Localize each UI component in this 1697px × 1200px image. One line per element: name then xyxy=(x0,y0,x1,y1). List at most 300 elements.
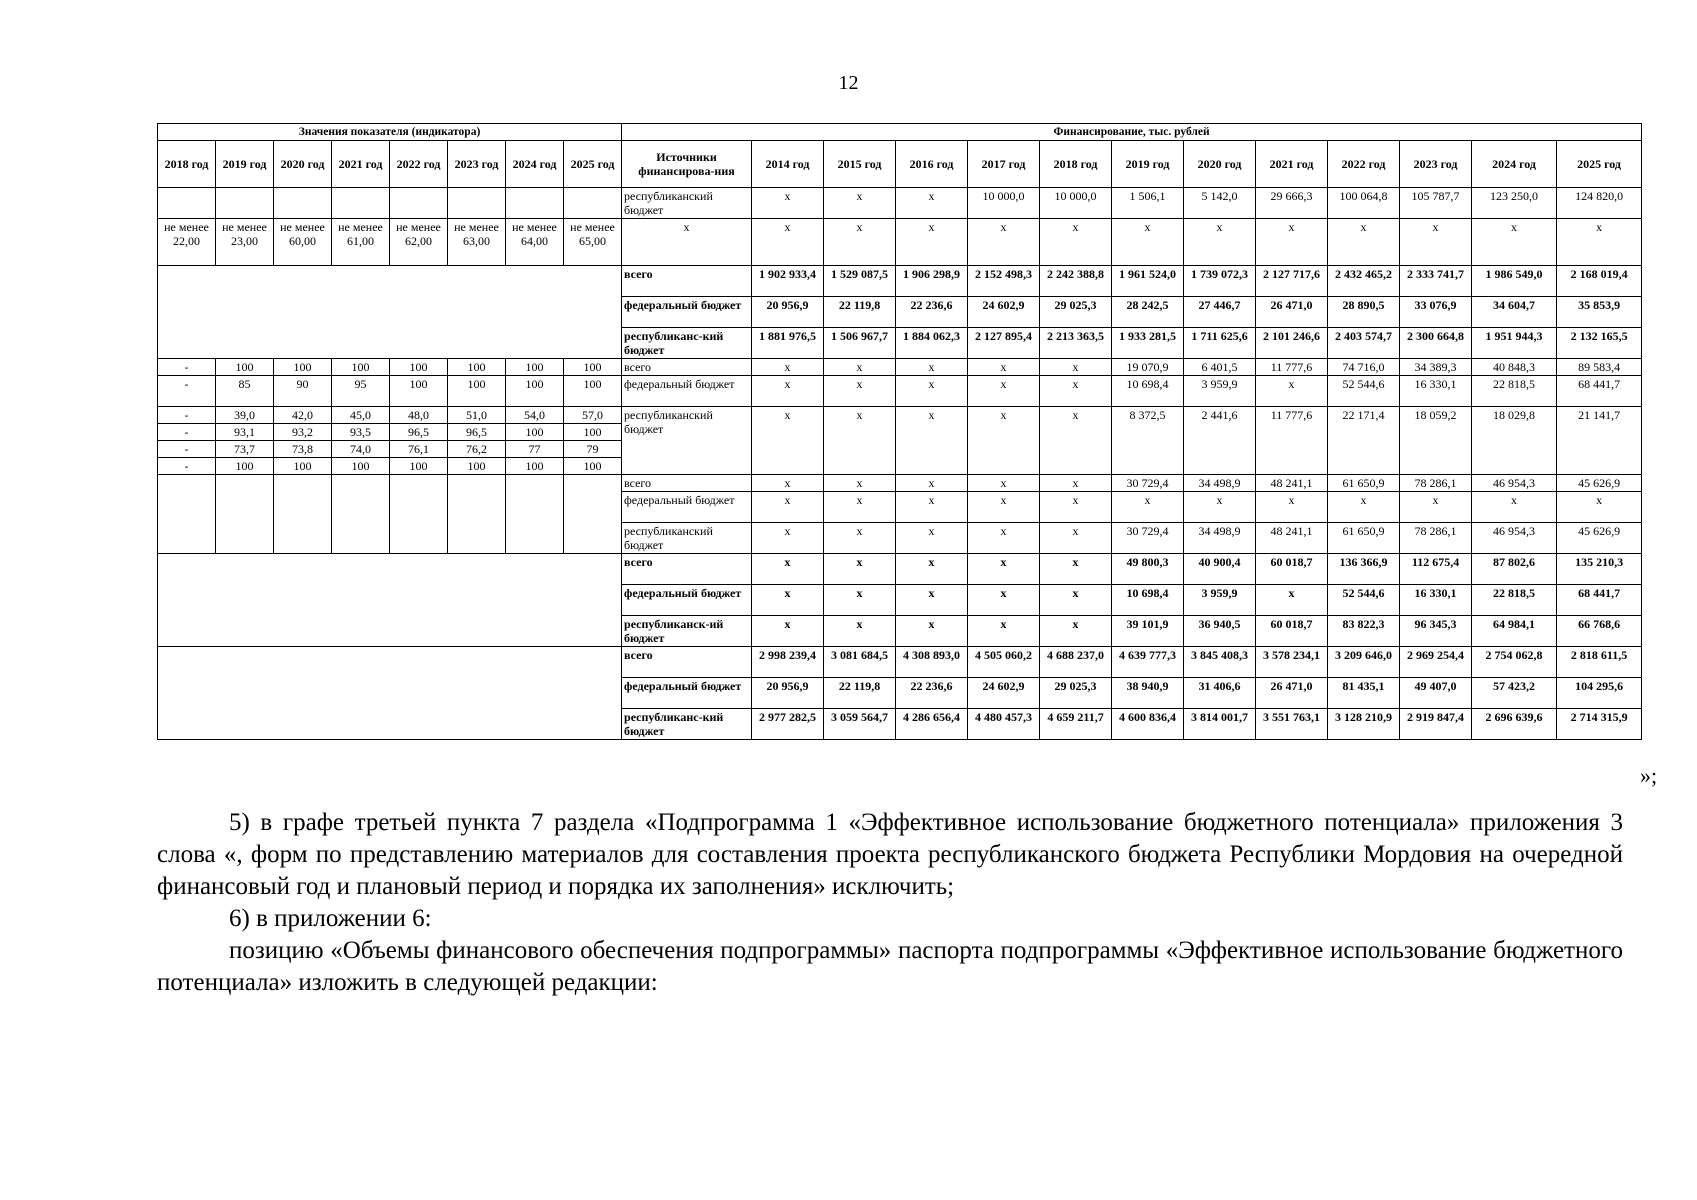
finance-value: 19 070,9 xyxy=(1112,359,1184,376)
finance-value: 16 330,1 xyxy=(1400,585,1472,616)
financing-table xyxy=(157,123,1642,740)
finance-value: х xyxy=(896,376,968,407)
finance-value: х xyxy=(752,376,824,407)
finance-value: 1 529 087,5 xyxy=(824,266,896,297)
finance-value: 2 300 664,8 xyxy=(1400,328,1472,359)
finance-value: х xyxy=(1040,554,1112,585)
finance-value: х xyxy=(968,475,1040,492)
finance-value: 1 933 281,5 xyxy=(1112,328,1184,359)
finance-value: 24 602,9 xyxy=(968,297,1040,328)
finance-value: х xyxy=(1040,359,1112,376)
empty-cell xyxy=(332,475,390,554)
finance-value: 3 959,9 xyxy=(1184,376,1256,407)
finance-value: 1 506 967,7 xyxy=(824,328,896,359)
finance-value: 4 688 237,0 xyxy=(1040,647,1112,678)
indicator-value: 100 xyxy=(448,458,506,475)
source-label: х xyxy=(622,219,752,266)
finance-value: 3 959,9 xyxy=(1184,585,1256,616)
indicator-value: 73,7 xyxy=(216,441,274,458)
finance-value: 136 366,9 xyxy=(1328,554,1400,585)
finance-value: х xyxy=(824,554,896,585)
table-row xyxy=(158,188,1642,219)
indicator-year-header: 2021 год xyxy=(332,141,390,188)
finance-value: 2 977 282,5 xyxy=(752,709,824,740)
finance-value: 3 059 564,7 xyxy=(824,709,896,740)
finance-value: 46 954,3 xyxy=(1472,475,1557,492)
finance-value: х xyxy=(752,219,824,266)
indicator-value: 51,0 xyxy=(448,407,506,424)
finance-value: 10 698,4 xyxy=(1112,585,1184,616)
finance-value: 1 961 524,0 xyxy=(1112,266,1184,297)
finance-value: 30 729,4 xyxy=(1112,523,1184,554)
source-label: всего xyxy=(622,475,752,492)
finance-value: х xyxy=(968,359,1040,376)
finance-year-header: 2016 год xyxy=(896,141,968,188)
indicator-value: - xyxy=(158,359,216,376)
empty-cell xyxy=(274,475,332,554)
finance-value: 26 471,0 xyxy=(1256,297,1328,328)
finance-value: 66 768,6 xyxy=(1557,616,1642,647)
finance-value: 45 626,9 xyxy=(1557,475,1642,492)
indicator-value: 93,2 xyxy=(274,424,332,441)
finance-value: 2 696 639,6 xyxy=(1472,709,1557,740)
finance-value: 34 498,9 xyxy=(1184,475,1256,492)
empty-cell xyxy=(390,475,448,554)
finance-value: 2 754 062,8 xyxy=(1472,647,1557,678)
finance-value: 36 940,5 xyxy=(1184,616,1256,647)
indicator-value: 100 xyxy=(448,376,506,407)
finance-value: 34 389,3 xyxy=(1400,359,1472,376)
indicator-value: не менее 64,00 xyxy=(506,219,564,266)
indicator-value xyxy=(448,188,506,219)
indicator-value: 45,0 xyxy=(332,407,390,424)
finance-value: х xyxy=(1040,475,1112,492)
finance-value: 1 884 062,3 xyxy=(896,328,968,359)
source-label: республиканс-кий бюджет xyxy=(622,328,752,359)
finance-value: 11 777,6 xyxy=(1256,359,1328,376)
financing-group-header: Финансирование, тыс. рублей xyxy=(622,124,1642,141)
finance-value: 45 626,9 xyxy=(1557,523,1642,554)
finance-value: х xyxy=(968,554,1040,585)
finance-value: 29 025,3 xyxy=(1040,297,1112,328)
finance-value: х xyxy=(824,219,896,266)
finance-value: 1 506,1 xyxy=(1112,188,1184,219)
finance-value: 2 919 847,4 xyxy=(1400,709,1472,740)
indicator-value xyxy=(390,188,448,219)
finance-value: 2 132 165,5 xyxy=(1557,328,1642,359)
finance-value: 10 000,0 xyxy=(968,188,1040,219)
finance-value: 10 000,0 xyxy=(1040,188,1112,219)
source-label: всего xyxy=(622,266,752,297)
table-row xyxy=(158,376,1642,407)
finance-year-header: 2017 год xyxy=(968,141,1040,188)
finance-value: 33 076,9 xyxy=(1400,297,1472,328)
indicator-value: 79 xyxy=(564,441,622,458)
indicator-value: не менее 65,00 xyxy=(564,219,622,266)
indicator-value: 90 xyxy=(274,376,332,407)
indicator-value: 100 xyxy=(390,376,448,407)
finance-year-header: 2020 год xyxy=(1184,141,1256,188)
finance-value: 64 984,1 xyxy=(1472,616,1557,647)
indicator-value: 100 xyxy=(390,458,448,475)
finance-value: х xyxy=(896,475,968,492)
indicator-value: 96,5 xyxy=(448,424,506,441)
finance-value: 89 583,4 xyxy=(1557,359,1642,376)
indicator-value: 74,0 xyxy=(332,441,390,458)
finance-value: 34 498,9 xyxy=(1184,523,1256,554)
indicator-year-header: 2019 год xyxy=(216,141,274,188)
indicator-value: - xyxy=(158,407,216,424)
finance-value: х xyxy=(896,554,968,585)
finance-value: х xyxy=(824,376,896,407)
table-row xyxy=(158,266,1642,297)
finance-value: х xyxy=(968,219,1040,266)
paragraph-5: 5) в графе третьей пункта 7 раздела «Подпрограмма 1 «Эффективное использование бюджетного потенциала» приложения 3 слова «, форм по представлению материалов для составления проекта республиканского бюджета Республики Мордовия на очередной финансовый год и плановый период и порядка их заполнения» исключить; xyxy=(157,809,1623,900)
indicator-value: 100 xyxy=(216,458,274,475)
finance-value: х xyxy=(1557,492,1642,523)
finance-value: 3 209 646,0 xyxy=(1328,647,1400,678)
finance-value: 28 890,5 xyxy=(1328,297,1400,328)
table-row xyxy=(158,475,1642,492)
indicator-value: - xyxy=(158,376,216,407)
finance-value: 2 168 019,4 xyxy=(1557,266,1642,297)
indicator-value: 100 xyxy=(564,424,622,441)
finance-value: х xyxy=(1040,376,1112,407)
finance-value: 2 101 246,6 xyxy=(1256,328,1328,359)
finance-year-header: 2022 год xyxy=(1328,141,1400,188)
finance-value: х xyxy=(968,492,1040,523)
indicator-value: не менее 60,00 xyxy=(274,219,332,266)
finance-value: х xyxy=(752,616,824,647)
finance-value: х xyxy=(1184,492,1256,523)
finance-value: 2 333 741,7 xyxy=(1400,266,1472,297)
empty-cell xyxy=(216,475,274,554)
finance-value: 6 401,5 xyxy=(1184,359,1256,376)
empty-cell xyxy=(158,647,622,740)
finance-value: 18 059,2 xyxy=(1400,407,1472,475)
finance-value: 29 025,3 xyxy=(1040,678,1112,709)
finance-value: 60 018,7 xyxy=(1256,616,1328,647)
finance-value: х xyxy=(1040,407,1112,475)
indicator-value: 95 xyxy=(332,376,390,407)
source-label: федеральный бюджет xyxy=(622,492,752,523)
financing-table-container xyxy=(157,123,1628,740)
source-label: республиканский бюджет xyxy=(622,188,752,219)
finance-value: х xyxy=(1256,376,1328,407)
finance-value: 27 446,7 xyxy=(1184,297,1256,328)
finance-value: х xyxy=(824,475,896,492)
indicator-value: не менее 63,00 xyxy=(448,219,506,266)
finance-value: х xyxy=(752,554,824,585)
finance-value: 22 236,6 xyxy=(896,678,968,709)
finance-value: х xyxy=(1256,585,1328,616)
finance-value: 52 544,6 xyxy=(1328,585,1400,616)
indicator-value: 77 xyxy=(506,441,564,458)
indicator-value: 96,5 xyxy=(390,424,448,441)
indicator-value: не менее 23,00 xyxy=(216,219,274,266)
indicator-value: 85 xyxy=(216,376,274,407)
finance-value: 22 119,8 xyxy=(824,297,896,328)
indicator-value: не менее 22,00 xyxy=(158,219,216,266)
finance-value: 3 578 234,1 xyxy=(1256,647,1328,678)
finance-value: х xyxy=(896,523,968,554)
finance-value: х xyxy=(1400,219,1472,266)
finance-value: х xyxy=(896,407,968,475)
finance-value: 35 853,9 xyxy=(1557,297,1642,328)
table-row xyxy=(158,407,1642,424)
finance-value: 1 986 549,0 xyxy=(1472,266,1557,297)
finance-year-header: 2024 год xyxy=(1472,141,1557,188)
finance-value: 20 956,9 xyxy=(752,678,824,709)
finance-value: 100 064,8 xyxy=(1328,188,1400,219)
header-years-row xyxy=(158,141,1642,188)
finance-value: х xyxy=(824,407,896,475)
empty-cell xyxy=(506,475,564,554)
indicator-value: 73,8 xyxy=(274,441,332,458)
indicator-value: 100 xyxy=(564,359,622,376)
indicator-year-header: 2024 год xyxy=(506,141,564,188)
indicator-value xyxy=(274,188,332,219)
indicator-value: 100 xyxy=(564,458,622,475)
finance-value: 8 372,5 xyxy=(1112,407,1184,475)
finance-value: 61 650,9 xyxy=(1328,523,1400,554)
finance-value: 21 141,7 xyxy=(1557,407,1642,475)
paragraph-position: позицию «Объемы финансового обеспечения подпрограммы» паспорта подпрограммы «Эффективное использование бюджетного потенциала» изложить в следующей редакции: xyxy=(157,937,1623,996)
indicator-value xyxy=(216,188,274,219)
finance-value: х xyxy=(1112,492,1184,523)
finance-value: 28 242,5 xyxy=(1112,297,1184,328)
finance-value: х xyxy=(1256,492,1328,523)
finance-value: 2 818 611,5 xyxy=(1557,647,1642,678)
finance-value: 48 241,1 xyxy=(1256,475,1328,492)
finance-value: 83 822,3 xyxy=(1328,616,1400,647)
finance-value: 1 951 944,3 xyxy=(1472,328,1557,359)
source-label: республиканск-ий бюджет xyxy=(622,616,752,647)
indicator-value: не менее 61,00 xyxy=(332,219,390,266)
finance-value: 4 308 893,0 xyxy=(896,647,968,678)
finance-value: 78 286,1 xyxy=(1400,523,1472,554)
indicator-value: 42,0 xyxy=(274,407,332,424)
finance-value: 2 242 388,8 xyxy=(1040,266,1112,297)
finance-value: 30 729,4 xyxy=(1112,475,1184,492)
finance-value: х xyxy=(1040,585,1112,616)
finance-value: 3 551 763,1 xyxy=(1256,709,1328,740)
source-label: республиканский бюджет xyxy=(622,407,752,475)
finance-value: 61 650,9 xyxy=(1328,475,1400,492)
body-text xyxy=(157,807,1623,999)
finance-year-header: 2025 год xyxy=(1557,141,1642,188)
closing-quote-mark: »; xyxy=(1640,763,1658,788)
finance-value: 4 286 656,4 xyxy=(896,709,968,740)
finance-value: 4 600 836,4 xyxy=(1112,709,1184,740)
finance-value: 2 213 363,5 xyxy=(1040,328,1112,359)
finance-value: 22 119,8 xyxy=(824,678,896,709)
finance-value: х xyxy=(824,523,896,554)
finance-value: х xyxy=(896,585,968,616)
finance-value: 39 101,9 xyxy=(1112,616,1184,647)
indicator-value: 100 xyxy=(506,359,564,376)
source-label: федеральный бюджет xyxy=(622,585,752,616)
finance-value: 78 286,1 xyxy=(1400,475,1472,492)
indicator-value: 39,0 xyxy=(216,407,274,424)
finance-value: 20 956,9 xyxy=(752,297,824,328)
finance-value: х xyxy=(896,359,968,376)
finance-value: 2 969 254,4 xyxy=(1400,647,1472,678)
indicator-group-header: Значения показателя (индикатора) xyxy=(158,124,622,141)
finance-value: 11 777,6 xyxy=(1256,407,1328,475)
finance-value: х xyxy=(1400,492,1472,523)
finance-value: х xyxy=(752,523,824,554)
finance-value: 40 848,3 xyxy=(1472,359,1557,376)
finance-value: 46 954,3 xyxy=(1472,523,1557,554)
finance-value: х xyxy=(752,407,824,475)
finance-value: 40 900,4 xyxy=(1184,554,1256,585)
indicator-value: - xyxy=(158,441,216,458)
indicator-value: 100 xyxy=(506,424,564,441)
finance-year-header: 2019 год xyxy=(1112,141,1184,188)
empty-cell xyxy=(158,266,622,359)
finance-year-header: 2015 год xyxy=(824,141,896,188)
table-row xyxy=(158,219,1642,266)
finance-value: 3 845 408,3 xyxy=(1184,647,1256,678)
finance-value: х xyxy=(968,523,1040,554)
finance-value: 3 814 001,7 xyxy=(1184,709,1256,740)
finance-value: 3 128 210,9 xyxy=(1328,709,1400,740)
finance-value: 123 250,0 xyxy=(1472,188,1557,219)
finance-year-header: 2023 год xyxy=(1400,141,1472,188)
finance-value: 68 441,7 xyxy=(1557,585,1642,616)
finance-value: 49 407,0 xyxy=(1400,678,1472,709)
empty-cell xyxy=(158,475,216,554)
finance-value: 2 127 895,4 xyxy=(968,328,1040,359)
finance-value: х xyxy=(968,616,1040,647)
indicator-value: 100 xyxy=(332,359,390,376)
finance-value: х xyxy=(1472,219,1557,266)
finance-value: 2 998 239,4 xyxy=(752,647,824,678)
indicator-value: 100 xyxy=(332,458,390,475)
indicator-year-header: 2020 год xyxy=(274,141,332,188)
finance-value: 10 698,4 xyxy=(1112,376,1184,407)
empty-cell xyxy=(448,475,506,554)
finance-value: х xyxy=(1328,219,1400,266)
table-row xyxy=(158,647,1642,678)
finance-value: х xyxy=(1472,492,1557,523)
source-label: республиканский бюджет xyxy=(622,523,752,554)
finance-value: 74 716,0 xyxy=(1328,359,1400,376)
source-label: всего xyxy=(622,359,752,376)
finance-value: х xyxy=(1040,492,1112,523)
finance-value: х xyxy=(1040,523,1112,554)
finance-value: х xyxy=(824,616,896,647)
finance-value: 48 241,1 xyxy=(1256,523,1328,554)
finance-value: х xyxy=(896,188,968,219)
finance-value: 49 800,3 xyxy=(1112,554,1184,585)
finance-value: х xyxy=(824,188,896,219)
finance-value: 2 127 717,6 xyxy=(1256,266,1328,297)
indicator-value xyxy=(332,188,390,219)
page-number: 12 xyxy=(838,72,859,94)
indicator-value xyxy=(506,188,564,219)
finance-value: х xyxy=(752,475,824,492)
finance-value: 81 435,1 xyxy=(1328,678,1400,709)
finance-value: х xyxy=(896,616,968,647)
indicator-year-header: 2023 год xyxy=(448,141,506,188)
finance-value: 34 604,7 xyxy=(1472,297,1557,328)
indicator-year-header: 2018 год xyxy=(158,141,216,188)
finance-value: 4 639 777,3 xyxy=(1112,647,1184,678)
finance-value: х xyxy=(968,376,1040,407)
indicator-value: 76,2 xyxy=(448,441,506,458)
finance-value: 87 802,6 xyxy=(1472,554,1557,585)
finance-year-header: 2021 год xyxy=(1256,141,1328,188)
finance-value: х xyxy=(824,492,896,523)
finance-value: 2 152 498,3 xyxy=(968,266,1040,297)
finance-value: х xyxy=(1557,219,1642,266)
finance-value: 2 441,6 xyxy=(1184,407,1256,475)
indicator-value: 100 xyxy=(506,376,564,407)
finance-value: 68 441,7 xyxy=(1557,376,1642,407)
finance-value: 135 210,3 xyxy=(1557,554,1642,585)
finance-value: 1 881 976,5 xyxy=(752,328,824,359)
source-label: республиканс-кий бюджет xyxy=(622,709,752,740)
indicator-value: 76,1 xyxy=(390,441,448,458)
finance-value: 1 902 933,4 xyxy=(752,266,824,297)
source-label: всего xyxy=(622,647,752,678)
finance-value: 2 714 315,9 xyxy=(1557,709,1642,740)
finance-value: 29 666,3 xyxy=(1256,188,1328,219)
finance-value: х xyxy=(896,219,968,266)
indicator-value: - xyxy=(158,458,216,475)
table-row xyxy=(158,554,1642,585)
finance-value: х xyxy=(1040,616,1112,647)
finance-year-header: 2018 год xyxy=(1040,141,1112,188)
finance-value: 4 505 060,2 xyxy=(968,647,1040,678)
finance-value: 22 818,5 xyxy=(1472,376,1557,407)
finance-value: 57 423,2 xyxy=(1472,678,1557,709)
finance-value: 24 602,9 xyxy=(968,678,1040,709)
indicator-year-header: 2022 год xyxy=(390,141,448,188)
finance-value: 22 171,4 xyxy=(1328,407,1400,475)
source-label: федеральный бюджет xyxy=(622,376,752,407)
empty-cell xyxy=(564,475,622,554)
finance-value: х xyxy=(752,492,824,523)
table-row xyxy=(158,359,1642,376)
finance-value: х xyxy=(752,359,824,376)
finance-value: 18 029,8 xyxy=(1472,407,1557,475)
finance-value: х xyxy=(1328,492,1400,523)
finance-value: х xyxy=(1184,219,1256,266)
finance-value: 104 295,6 xyxy=(1557,678,1642,709)
finance-year-header: 2014 год xyxy=(752,141,824,188)
finance-value: 52 544,6 xyxy=(1328,376,1400,407)
source-label: всего xyxy=(622,554,752,585)
finance-value: 112 675,4 xyxy=(1400,554,1472,585)
finance-value: 4 480 457,3 xyxy=(968,709,1040,740)
finance-value: 5 142,0 xyxy=(1184,188,1256,219)
indicator-value: не менее 62,00 xyxy=(390,219,448,266)
indicator-value: 100 xyxy=(216,359,274,376)
indicator-value xyxy=(158,188,216,219)
finance-value: х xyxy=(896,492,968,523)
finance-value: 16 330,1 xyxy=(1400,376,1472,407)
finance-value: 26 471,0 xyxy=(1256,678,1328,709)
finance-value: 31 406,6 xyxy=(1184,678,1256,709)
finance-value: х xyxy=(752,188,824,219)
finance-value: 22 236,6 xyxy=(896,297,968,328)
indicator-value: 48,0 xyxy=(390,407,448,424)
finance-value: х xyxy=(824,359,896,376)
finance-value: 124 820,0 xyxy=(1557,188,1642,219)
